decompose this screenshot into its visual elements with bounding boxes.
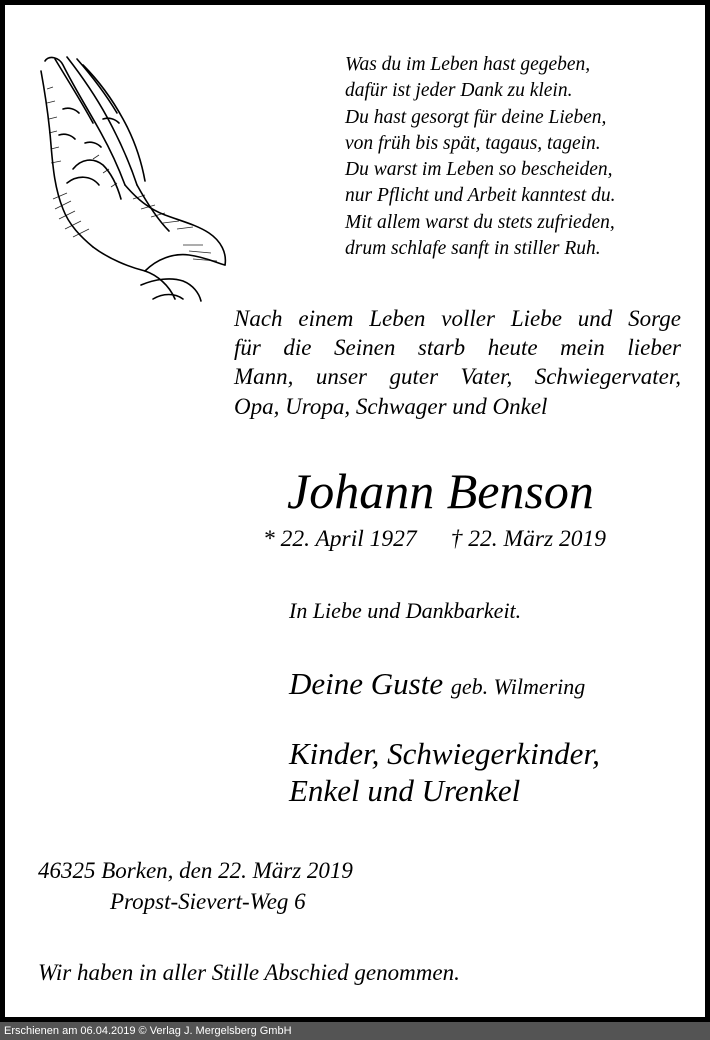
thanks-line: In Liebe und Dankbarkeit.	[289, 598, 522, 623]
closing-note: Wir haben in aller Stille Abschied genommen.	[38, 960, 460, 985]
poem-line: von früh bis spät, tagaus, tagein.	[345, 132, 601, 154]
family-line: Enkel und Urenkel	[289, 773, 521, 808]
praying-hands-icon	[33, 49, 231, 305]
intro-line: Opa, Uropa, Schwager und Onkel	[234, 393, 548, 419]
death-announcement-text	[234, 304, 681, 421]
poem-line: Mit allem warst du stets zufrieden,	[345, 211, 615, 233]
intro-line: Mann, unser guter Vater, Schwiegervater,	[234, 364, 681, 390]
poem-line: dafür ist jeder Dank zu klein.	[345, 80, 573, 102]
birth-date: * 22. April 1927	[263, 526, 417, 552]
wife-name: Deine Guste	[289, 666, 444, 701]
street-address: Propst-Sievert-Weg 6	[110, 889, 306, 914]
intro-line: Nach einem Leben voller Liebe und Sorge	[234, 306, 681, 331]
memorial-poem	[345, 52, 615, 262]
life-dates	[263, 522, 606, 556]
poem-line: Du warst im Leben so bescheiden,	[345, 159, 613, 181]
maiden-name: geb. Wilmering	[450, 674, 586, 699]
address-block	[38, 855, 353, 917]
poem-line: nur Pflicht und Arbeit kanntest du.	[345, 185, 616, 207]
intro-line: für die Seinen starb heute mein lieber	[234, 335, 681, 361]
poem-line: drum schlafe sanft in stiller Ruh.	[345, 238, 601, 260]
family-line: Kinder, Schwiegerkinder,	[289, 736, 600, 771]
wife-signature	[289, 662, 585, 709]
place-date: 46325 Borken, den 22. März 2019	[38, 858, 353, 883]
publication-credit: Erschienen am 06.04.2019 © Verlag J. Mergelsberg GmbH	[0, 1022, 710, 1040]
poem-line: Was du im Leben hast gegeben,	[345, 54, 591, 75]
family-signature	[289, 735, 600, 809]
deceased-name: Johann Benson	[287, 463, 594, 519]
poem-line: Du hast gesorgt für deine Lieben,	[345, 106, 607, 128]
death-date: † 22. März 2019	[450, 526, 607, 552]
